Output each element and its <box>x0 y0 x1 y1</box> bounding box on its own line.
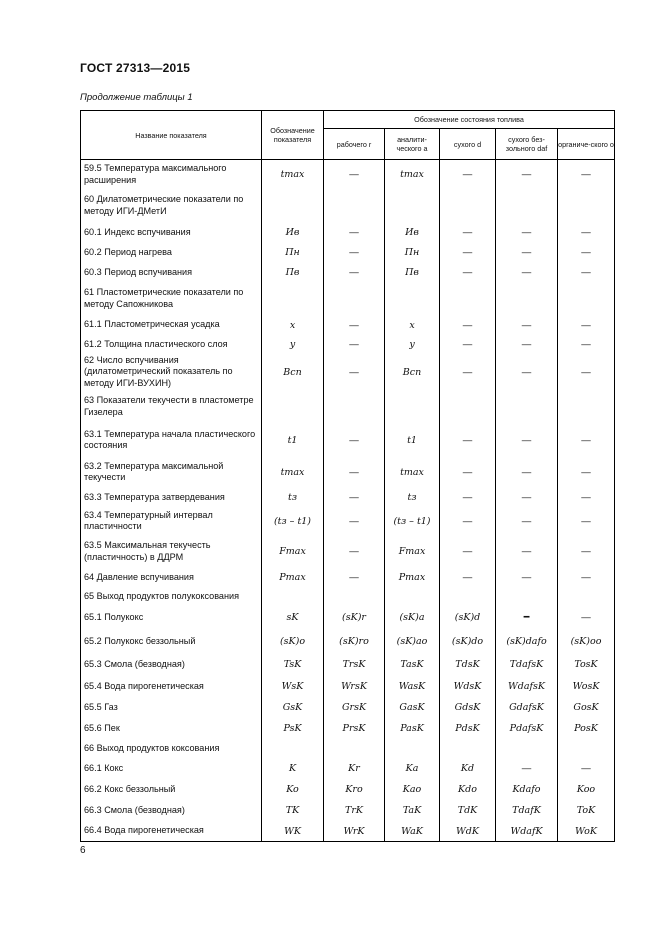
cell-dry: — <box>440 355 496 390</box>
cell-dry: — <box>440 243 496 263</box>
cell-dry: — <box>440 457 496 488</box>
cell-organic: WosK <box>558 676 615 697</box>
cell-analytic <box>385 587 440 606</box>
cell-dry-ash-free: WdafK <box>496 821 558 842</box>
cell-dry-ash-free: ━ <box>496 606 558 630</box>
cell-working: — <box>324 355 385 390</box>
cell-organic: — <box>558 488 615 507</box>
cell-designation <box>262 739 324 758</box>
cell-analytic: x <box>385 316 440 335</box>
table-row <box>81 424 615 457</box>
indicator-name: 65.3 Смола (безводная) <box>81 654 262 676</box>
cell-dry: — <box>440 424 496 457</box>
table-row <box>81 697 615 718</box>
indicator-name: 65.4 Вода пирогенетическая <box>81 676 262 697</box>
cell-designation: WsK <box>262 676 324 697</box>
cell-dry-ash-free: GdafsK <box>496 697 558 718</box>
cell-dry: Kdo <box>440 779 496 800</box>
cell-working: — <box>324 160 385 190</box>
indicator-name: 65.1 Полукокс <box>81 606 262 630</box>
cell-organic: TosK <box>558 654 615 676</box>
table-row <box>81 457 615 488</box>
cell-organic: — <box>558 316 615 335</box>
cell-working: — <box>324 335 385 355</box>
cell-working: — <box>324 263 385 283</box>
cell-dry: — <box>440 536 496 568</box>
indicator-name: 65.6 Пек <box>81 718 262 739</box>
indicator-name: 66 Выход продуктов коксования <box>81 739 262 758</box>
cell-analytic: tmax <box>385 457 440 488</box>
cell-analytic: WaK <box>385 821 440 842</box>
cell-designation: t1 <box>262 424 324 457</box>
cell-designation: WK <box>262 821 324 842</box>
header-name: Название показателя <box>81 111 262 160</box>
cell-analytic <box>385 190 440 223</box>
cell-dry <box>440 390 496 424</box>
cell-dry: WdsK <box>440 676 496 697</box>
cell-working <box>324 283 385 316</box>
cell-organic: WoK <box>558 821 615 842</box>
cell-organic: — <box>558 568 615 587</box>
cell-organic: — <box>558 335 615 355</box>
indicator-name: 61.2 Толщина пластического слоя <box>81 335 262 355</box>
cell-designation <box>262 587 324 606</box>
cell-working: (sK)ro <box>324 630 385 654</box>
table-row <box>81 654 615 676</box>
cell-working: — <box>324 223 385 243</box>
cell-analytic <box>385 283 440 316</box>
cell-working: — <box>324 488 385 507</box>
cell-working: PrsK <box>324 718 385 739</box>
cell-designation: Всп <box>262 355 324 390</box>
cell-working <box>324 190 385 223</box>
cell-analytic: GasK <box>385 697 440 718</box>
cell-dry: GdsK <box>440 697 496 718</box>
cell-dry: — <box>440 160 496 190</box>
cell-organic: ToK <box>558 800 615 821</box>
table-row <box>81 283 615 316</box>
cell-analytic: Пв <box>385 263 440 283</box>
cell-analytic <box>385 739 440 758</box>
indicator-name: 60 Дилатометрические показатели по методу ИГИ-ДМетИ <box>81 190 262 223</box>
table-row <box>81 507 615 536</box>
cell-organic <box>558 587 615 606</box>
cell-analytic: tз <box>385 488 440 507</box>
cell-dry: — <box>440 223 496 243</box>
cell-working: Kr <box>324 758 385 779</box>
cell-designation: x <box>262 316 324 335</box>
indicator-name: 63.5 Максимальная текучесть (пластичность) в ДДРМ <box>81 536 262 568</box>
cell-dry-ash-free: — <box>496 424 558 457</box>
cell-dry-ash-free: — <box>496 160 558 190</box>
cell-working: TrK <box>324 800 385 821</box>
cell-working: — <box>324 536 385 568</box>
cell-dry: PdsK <box>440 718 496 739</box>
table-row <box>81 718 615 739</box>
cell-dry-ash-free: TdafsK <box>496 654 558 676</box>
cell-dry-ash-free: PdafsK <box>496 718 558 739</box>
cell-analytic: PasK <box>385 718 440 739</box>
cell-analytic: (sK)a <box>385 606 440 630</box>
indicator-name: 60.1 Индекс вспучивания <box>81 223 262 243</box>
cell-dry: — <box>440 335 496 355</box>
table-row <box>81 335 615 355</box>
table-row <box>81 800 615 821</box>
cell-organic: — <box>558 424 615 457</box>
cell-working: — <box>324 316 385 335</box>
cell-designation: TK <box>262 800 324 821</box>
table-row <box>81 223 615 243</box>
table-row <box>81 739 615 758</box>
cell-dry-ash-free <box>496 283 558 316</box>
cell-dry-ash-free: Kdafo <box>496 779 558 800</box>
cell-dry: — <box>440 507 496 536</box>
table-row <box>81 630 615 654</box>
cell-dry-ash-free <box>496 587 558 606</box>
indicator-table <box>80 110 615 842</box>
cell-dry: (sK)do <box>440 630 496 654</box>
cell-dry: — <box>440 263 496 283</box>
cell-dry-ash-free: — <box>496 568 558 587</box>
cell-designation: tmax <box>262 160 324 190</box>
cell-designation: (tз – t1) <box>262 507 324 536</box>
table-row <box>81 160 615 190</box>
table-row <box>81 821 615 842</box>
cell-designation: Pmax <box>262 568 324 587</box>
table-caption: Продолжение таблицы 1 <box>80 92 193 103</box>
cell-dry: TdK <box>440 800 496 821</box>
cell-working: (sK)r <box>324 606 385 630</box>
cell-organic: — <box>558 758 615 779</box>
cell-designation: tз <box>262 488 324 507</box>
cell-designation: GsK <box>262 697 324 718</box>
cell-analytic: Ив <box>385 223 440 243</box>
cell-analytic <box>385 390 440 424</box>
cell-analytic: tmax <box>385 160 440 190</box>
table-row <box>81 676 615 697</box>
table-row <box>81 606 615 630</box>
indicator-name: 59.5 Температура максимального расширения <box>81 160 262 190</box>
cell-designation: Ko <box>262 779 324 800</box>
cell-working: GrsK <box>324 697 385 718</box>
indicator-name: 64 Давление вспучивания <box>81 568 262 587</box>
indicator-name: 60.2 Период нагрева <box>81 243 262 263</box>
cell-designation: Fmax <box>262 536 324 568</box>
cell-working: TrsK <box>324 654 385 676</box>
table-row <box>81 488 615 507</box>
cell-designation: Ив <box>262 223 324 243</box>
table-row <box>81 316 615 335</box>
cell-analytic: TaK <box>385 800 440 821</box>
cell-dry <box>440 587 496 606</box>
indicator-name: 62 Число вспучивания (дилатометрический показатель по методу ИГИ-ВУХИН) <box>81 355 262 390</box>
indicator-name: 66.3 Смола (безводная) <box>81 800 262 821</box>
cell-dry: TdsK <box>440 654 496 676</box>
cell-working: Kro <box>324 779 385 800</box>
cell-organic <box>558 283 615 316</box>
cell-designation: sK <box>262 606 324 630</box>
cell-dry-ash-free: — <box>496 263 558 283</box>
table-row <box>81 355 615 390</box>
cell-analytic: (tз – t1) <box>385 507 440 536</box>
indicator-name: 63.3 Температура затвердевания <box>81 488 262 507</box>
cell-designation <box>262 390 324 424</box>
cell-organic: Koo <box>558 779 615 800</box>
cell-analytic: Kao <box>385 779 440 800</box>
cell-designation: Пв <box>262 263 324 283</box>
cell-working: — <box>324 424 385 457</box>
indicator-name: 63.4 Температурный интервал пластичности <box>81 507 262 536</box>
indicator-name: 61 Пластометрические показатели по методу Сапожникова <box>81 283 262 316</box>
cell-analytic: y <box>385 335 440 355</box>
cell-dry: WdK <box>440 821 496 842</box>
cell-analytic: (sK)ao <box>385 630 440 654</box>
header-working: рабочего r <box>324 129 385 160</box>
cell-designation: tmax <box>262 457 324 488</box>
indicator-name: 66.2 Кокс беззольный <box>81 779 262 800</box>
cell-designation: TsK <box>262 654 324 676</box>
cell-designation: K <box>262 758 324 779</box>
cell-organic: GosK <box>558 697 615 718</box>
cell-dry-ash-free: — <box>496 507 558 536</box>
cell-dry-ash-free: WdafsK <box>496 676 558 697</box>
cell-organic: — <box>558 507 615 536</box>
table-row <box>81 190 615 223</box>
cell-organic: — <box>558 223 615 243</box>
cell-dry: Kd <box>440 758 496 779</box>
header-fuel-state-group: Обозначение состояния топлива <box>324 111 615 129</box>
cell-working <box>324 587 385 606</box>
indicator-name: 60.3 Период вспучивания <box>81 263 262 283</box>
indicator-name: 63.2 Температура максимальной текучести <box>81 457 262 488</box>
cell-analytic: Пн <box>385 243 440 263</box>
cell-analytic: Ka <box>385 758 440 779</box>
cell-dry-ash-free: — <box>496 355 558 390</box>
indicator-name: 63 Показатели текучести в пластометре Гизелера <box>81 390 262 424</box>
table-row <box>81 243 615 263</box>
indicator-name: 65 Выход продуктов полукоксования <box>81 587 262 606</box>
cell-organic: PosK <box>558 718 615 739</box>
cell-organic: — <box>558 606 615 630</box>
cell-designation: Пн <box>262 243 324 263</box>
header-organic: органиче-ского o <box>558 129 615 160</box>
cell-dry-ash-free <box>496 390 558 424</box>
header-dry-ash-free: сухого без-зольного daf <box>496 129 558 160</box>
document-title: ГОСТ 27313—2015 <box>80 61 191 75</box>
indicator-name: 65.2 Полукокс беззольный <box>81 630 262 654</box>
cell-organic: — <box>558 536 615 568</box>
cell-dry-ash-free: — <box>496 335 558 355</box>
indicator-name: 65.5 Газ <box>81 697 262 718</box>
cell-working: — <box>324 457 385 488</box>
table-row <box>81 568 615 587</box>
cell-analytic: WasK <box>385 676 440 697</box>
cell-analytic: Pmax <box>385 568 440 587</box>
cell-dry-ash-free: — <box>496 536 558 568</box>
cell-designation <box>262 190 324 223</box>
cell-working: WrK <box>324 821 385 842</box>
cell-analytic: TasK <box>385 654 440 676</box>
cell-dry-ash-free: — <box>496 316 558 335</box>
table-row <box>81 758 615 779</box>
table-row <box>81 263 615 283</box>
cell-organic: — <box>558 457 615 488</box>
indicator-name: 66.1 Кокс <box>81 758 262 779</box>
cell-organic: — <box>558 243 615 263</box>
cell-dry-ash-free: — <box>496 243 558 263</box>
cell-working: — <box>324 243 385 263</box>
cell-dry-ash-free: — <box>496 457 558 488</box>
header-designation: Обозначение показателя <box>262 111 324 160</box>
cell-dry <box>440 739 496 758</box>
cell-organic: — <box>558 355 615 390</box>
cell-dry-ash-free: — <box>496 488 558 507</box>
cell-dry: — <box>440 316 496 335</box>
cell-organic: — <box>558 160 615 190</box>
cell-analytic: Fmax <box>385 536 440 568</box>
cell-designation: y <box>262 335 324 355</box>
cell-dry-ash-free: (sK)dafo <box>496 630 558 654</box>
cell-dry-ash-free: — <box>496 223 558 243</box>
cell-organic <box>558 390 615 424</box>
cell-organic: (sK)oo <box>558 630 615 654</box>
cell-analytic: Всп <box>385 355 440 390</box>
cell-dry <box>440 190 496 223</box>
indicator-name: 63.1 Температура начала пластического состояния <box>81 424 262 457</box>
cell-dry-ash-free <box>496 190 558 223</box>
cell-working <box>324 390 385 424</box>
cell-organic <box>558 190 615 223</box>
table-body <box>81 160 615 842</box>
cell-dry: — <box>440 488 496 507</box>
cell-dry-ash-free <box>496 739 558 758</box>
cell-designation <box>262 283 324 316</box>
cell-designation: PsK <box>262 718 324 739</box>
indicator-name: 66.4 Вода пирогенетическая <box>81 821 262 842</box>
cell-organic: — <box>558 263 615 283</box>
header-dry: сухого d <box>440 129 496 160</box>
table-row <box>81 536 615 568</box>
header-analytic: аналити-ческого a <box>385 129 440 160</box>
cell-dry-ash-free: — <box>496 758 558 779</box>
cell-dry: (sK)d <box>440 606 496 630</box>
table-row <box>81 779 615 800</box>
cell-working: — <box>324 568 385 587</box>
cell-working: — <box>324 507 385 536</box>
cell-dry-ash-free: TdafK <box>496 800 558 821</box>
page-number: 6 <box>80 845 86 856</box>
cell-dry <box>440 283 496 316</box>
cell-organic <box>558 739 615 758</box>
cell-dry: — <box>440 568 496 587</box>
table-row <box>81 587 615 606</box>
table-row <box>81 390 615 424</box>
indicator-name: 61.1 Пластометрическая усадка <box>81 316 262 335</box>
cell-analytic: t1 <box>385 424 440 457</box>
cell-working: WrsK <box>324 676 385 697</box>
cell-designation: (sK)o <box>262 630 324 654</box>
cell-working <box>324 739 385 758</box>
